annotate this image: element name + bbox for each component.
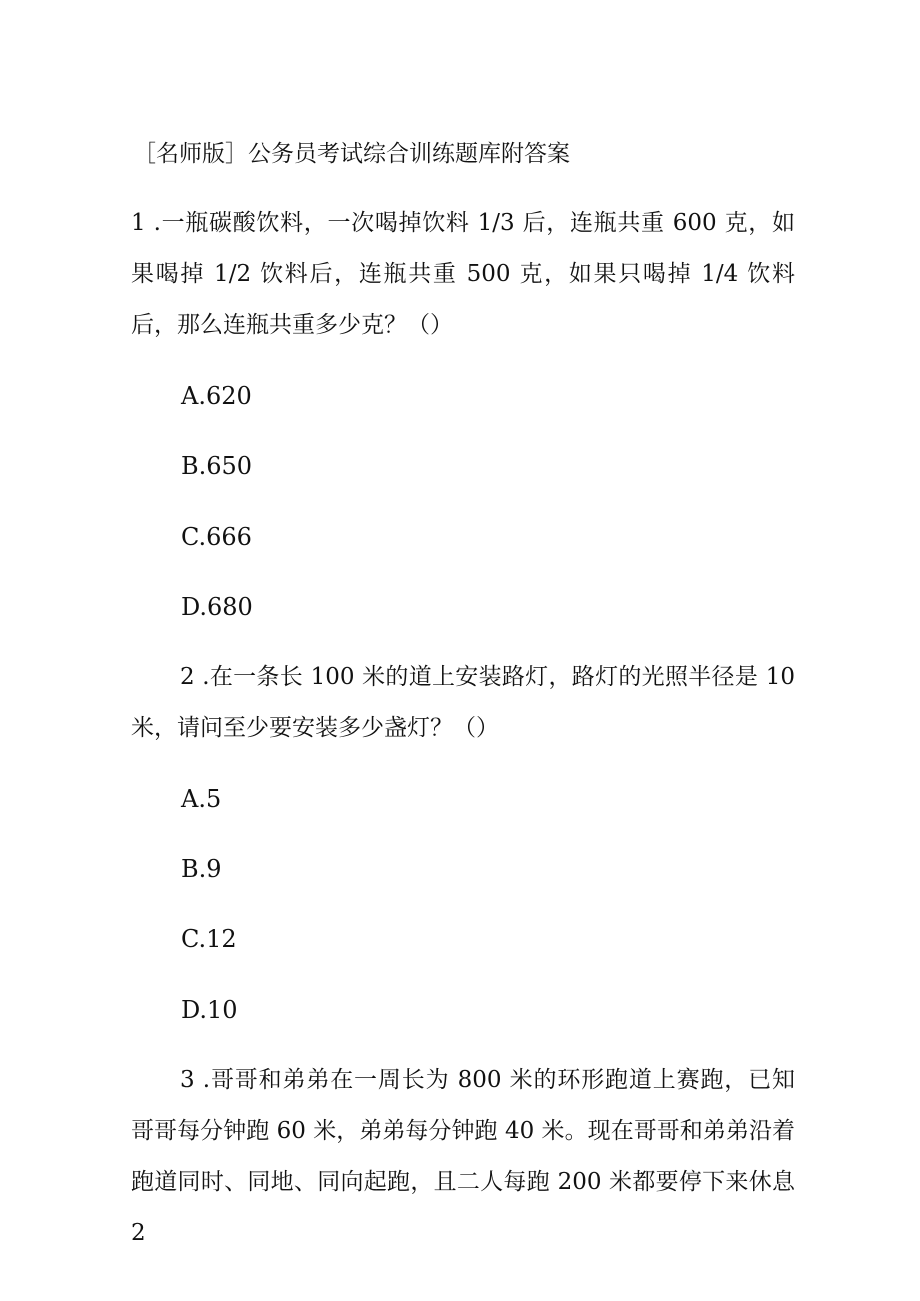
question-3-text: 3 .哥哥和弟弟在一周长为 800 米的环形跑道上赛跑，已知哥哥每分钟跑 60 米，弟弟每分钟跑 40 米。现在哥哥和弟弟沿着跑道同时、同地、同向起跑，且二人每跑 200 米都要停下来休息 2 (131, 1067, 795, 1246)
document-title: ［名师版］公务员考试综合训练题库附答案 (133, 141, 570, 167)
question-2-option-b: B.9 (181, 855, 222, 883)
question-2-text: 2 .在一条长 100 米的道上安装路灯，路灯的光照半径是 10 米，请问至少要安装多少盏灯？（） (131, 664, 795, 741)
question-1-option-b: B.650 (181, 452, 253, 480)
question-1-option-a: A.620 (181, 382, 252, 410)
question-1-option-d: D.680 (181, 593, 253, 621)
question-2-option-d: D.10 (181, 996, 238, 1024)
question-2-option-c: C.12 (181, 925, 237, 953)
question-2-option-a: A.5 (181, 785, 222, 813)
question-1-option-c: C.666 (181, 523, 252, 551)
question-1-text: 1 .一瓶碳酸饮料，一次喝掉饮料 1/3 后，连瓶共重 600 克，如果喝掉 1/2 饮料后，连瓶共重 500 克，如果只喝掉 1/4 饮料后，那么连瓶共重多少克？（） (131, 210, 795, 338)
